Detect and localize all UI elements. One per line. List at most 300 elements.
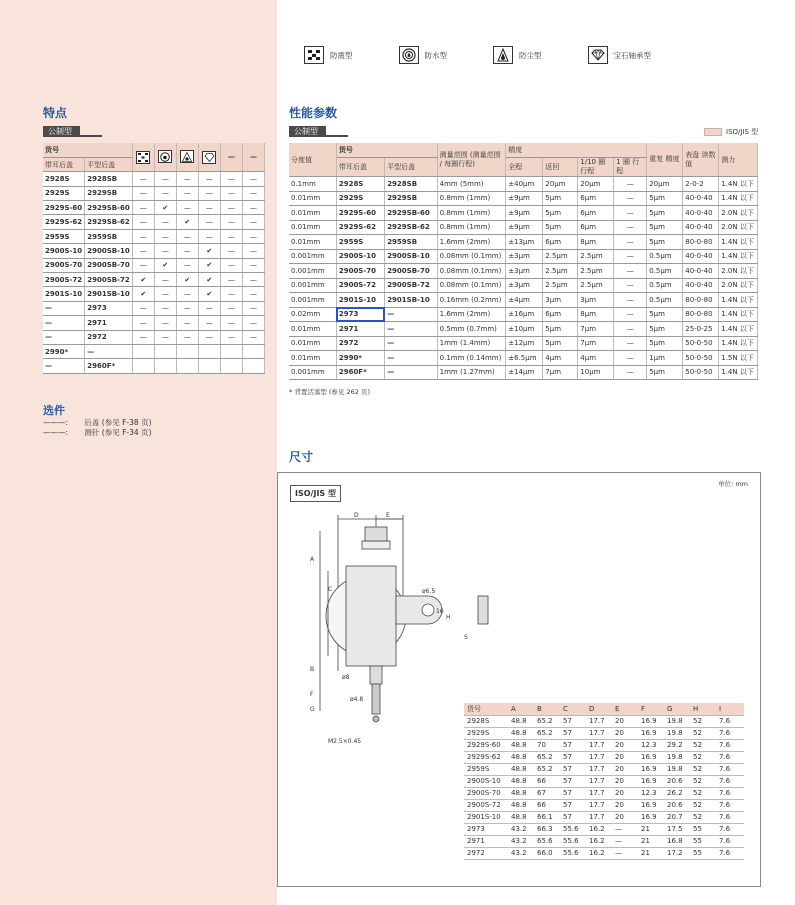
table-cell: ±4μm (506, 293, 543, 308)
header-tenth-rev: 1/10 圈 行程 (578, 158, 614, 177)
table-cell: — (242, 258, 264, 272)
table-cell: — (154, 186, 176, 200)
table-cell: 2-0-2 (683, 177, 719, 192)
table-cell: 19.8 (664, 763, 690, 775)
table-cell: 5μm (647, 322, 683, 337)
table-cell: 1.6mm (2mm) (437, 235, 506, 250)
table-cell: 40-0-40 (683, 249, 719, 264)
table-cell: 16.9 (638, 775, 664, 787)
table-row (464, 715, 744, 727)
table-cell: — (176, 330, 198, 344)
table-cell: — (242, 172, 264, 186)
table-cell: 0.001mm (289, 278, 336, 293)
table-cell: ±40μm (506, 177, 543, 192)
table-cell: 4μm (578, 351, 614, 366)
table-cell: — (612, 835, 638, 847)
shockproof-icon (304, 46, 324, 64)
table-row (464, 763, 744, 775)
table-cell: 21 (638, 835, 664, 847)
table-cell: 16.9 (638, 811, 664, 823)
table-cell: 48.8 (508, 739, 534, 751)
table-row (289, 220, 758, 235)
table-cell: 65.2 (534, 727, 560, 739)
table-cell: — (614, 191, 647, 206)
header-resolution: 分度值 (289, 143, 336, 177)
table-cell: 7.6 (716, 847, 744, 859)
table-cell: ✔ (132, 287, 154, 301)
table-cell: — (43, 330, 85, 344)
table-cell: 0.001mm (289, 249, 336, 264)
table-cell: 16.8 (664, 835, 690, 847)
table-cell: 2973 (85, 301, 133, 315)
table-cell: 5μm (647, 220, 683, 235)
table-cell: 19.8 (664, 727, 690, 739)
table-cell: 2959S (43, 229, 85, 243)
table-row (43, 229, 265, 243)
table-cell: 1.6mm (2mm) (437, 307, 506, 322)
legend-swatch (704, 128, 722, 136)
table-cell: 2929S-60 (336, 206, 384, 221)
table-cell: 0.01mm (289, 206, 336, 221)
table-cell: — (614, 322, 647, 337)
table-cell: 7.6 (716, 787, 744, 799)
table-cell: 2990* (336, 351, 384, 366)
table-row (289, 351, 758, 366)
table-cell: ±13μm (506, 235, 543, 250)
table-cell: — (385, 322, 437, 337)
table-cell: — (198, 330, 220, 344)
table-cell: — (614, 351, 647, 366)
table-cell: 48.8 (508, 763, 534, 775)
table-cell: 40-0-40 (683, 220, 719, 235)
table-cell: 0.5μm (647, 249, 683, 264)
table-row (43, 273, 265, 287)
table-cell: 2928S (464, 715, 508, 727)
table-cell: 2.5μm (578, 264, 614, 279)
dustproof-icon (493, 46, 513, 64)
table-cell: — (132, 201, 154, 215)
drawing-label: 16 (436, 608, 444, 615)
table-cell: 55 (690, 835, 716, 847)
table-cell: 48.8 (508, 727, 534, 739)
table-cell: 55 (690, 847, 716, 859)
table-cell: 16.9 (638, 751, 664, 763)
table-cell: 2900SB-10 (385, 249, 437, 264)
table-cell: ✔ (176, 273, 198, 287)
table-cell: — (132, 244, 154, 258)
table-cell: — (220, 301, 242, 315)
table-cell: 7μm (543, 365, 578, 380)
table-cell: 5μm (647, 336, 683, 351)
table-cell: D (586, 703, 612, 715)
table-cell: — (614, 235, 647, 250)
table-cell: — (176, 172, 198, 186)
drawing-label: H (446, 614, 451, 621)
table-cell: 40-0-40 (683, 206, 719, 221)
table-cell: — (242, 244, 264, 258)
table-row (464, 823, 744, 835)
table-cell: 20 (612, 727, 638, 739)
table-cell: — (614, 365, 647, 380)
table-cell: — (154, 244, 176, 258)
table-cell: 0.1mm (0.14mm) (437, 351, 506, 366)
legend-waterproof (399, 46, 448, 64)
table-cell: 2929S (464, 727, 508, 739)
table-cell: 2900S-70 (43, 258, 85, 272)
table-row (464, 775, 744, 787)
table-cell: 20 (612, 775, 638, 787)
table-cell: 50-0-50 (683, 336, 719, 351)
table-cell: — (385, 307, 437, 322)
header-force: 测力 (719, 143, 758, 177)
header-flat-back: 平型后盖 (385, 158, 437, 177)
table-cell: — (85, 344, 133, 358)
table-cell: 20 (612, 763, 638, 775)
table-cell: 0.16mm (0.2mm) (437, 293, 506, 308)
header-waterproof (154, 143, 176, 172)
table-cell: ✔ (154, 201, 176, 215)
table-cell: — (132, 316, 154, 330)
table-cell: 66 (534, 775, 560, 787)
table-cell: 5μm (647, 235, 683, 250)
table-cell: 48.8 (508, 811, 534, 823)
table-cell: 40-0-40 (683, 278, 719, 293)
table-cell: 2.5μm (578, 249, 614, 264)
table-cell: 52 (690, 715, 716, 727)
table-cell: 2901S-10 (464, 811, 508, 823)
table-cell: ✔ (176, 215, 198, 229)
table-cell: 2929S-62 (43, 215, 85, 229)
table-cell: 2900S-70 (336, 264, 384, 279)
table-cell: 0.1mm (289, 177, 336, 192)
table-cell: 1.4N 以下 (719, 235, 758, 250)
table-cell: 2900S-72 (464, 799, 508, 811)
table-cell: 2.0N 以下 (719, 206, 758, 221)
table-cell: 2.0N 以下 (719, 220, 758, 235)
table-cell: — (198, 316, 220, 330)
table-cell: — (220, 316, 242, 330)
table-cell: 21 (638, 847, 664, 859)
table-cell: 80-0-80 (683, 293, 719, 308)
table-cell: 48.8 (508, 787, 534, 799)
performance-title: 性能参数 (289, 106, 338, 120)
table-cell: 50-0-50 (683, 351, 719, 366)
table-cell: — (154, 273, 176, 287)
table-row (43, 359, 265, 373)
table-cell: 5μm (543, 322, 578, 337)
table-cell: 1mm (1.4mm) (437, 336, 506, 351)
table-cell: 2928SB (385, 177, 437, 192)
table-cell: 6μm (578, 191, 614, 206)
table-cell: — (614, 278, 647, 293)
table-cell: 16.2 (586, 835, 612, 847)
table-cell: ✔ (154, 258, 176, 272)
table-cell: 2929SB-60 (85, 201, 133, 215)
shockproof-icon (136, 151, 150, 164)
table-cell: 2900S-10 (464, 775, 508, 787)
table-row (464, 751, 744, 763)
table-header-row (289, 143, 758, 158)
table-cell: 0.001mm (289, 264, 336, 279)
header-one-rev: 1 圈 行程 (614, 158, 647, 177)
legend-shockproof (304, 46, 353, 64)
table-cell: — (612, 823, 638, 835)
table-cell: — (132, 330, 154, 344)
table-cell: — (614, 307, 647, 322)
table-cell: — (198, 201, 220, 215)
table-cell: — (614, 177, 647, 192)
table-cell: — (385, 336, 437, 351)
table-cell: 0.02mm (289, 307, 336, 322)
table-cell: — (176, 229, 198, 243)
table-cell: — (385, 351, 437, 366)
table-cell: 0.08mm (0.1mm) (437, 264, 506, 279)
table-cell: 52 (690, 811, 716, 823)
table-cell: 12.3 (638, 787, 664, 799)
table-cell: 65.6 (534, 835, 560, 847)
table-cell: 6μm (543, 307, 578, 322)
table-cell: — (132, 301, 154, 315)
table-cell: — (242, 215, 264, 229)
table-cell: 0.08mm (0.1mm) (437, 249, 506, 264)
table-cell: 2971 (336, 322, 384, 337)
table-cell: I (716, 703, 744, 715)
table-cell: 65.2 (534, 751, 560, 763)
drawing-label: D (354, 512, 359, 519)
table-cell: 20 (612, 787, 638, 799)
table-cell: 16.2 (586, 847, 612, 859)
table-cell: — (132, 172, 154, 186)
drawing-label: C (328, 586, 333, 593)
table-row (289, 177, 758, 192)
table-cell: 19.8 (664, 715, 690, 727)
table-cell: 0.08mm (0.1mm) (437, 278, 506, 293)
features-table (43, 143, 265, 374)
table-cell: 6μm (543, 235, 578, 250)
table-cell: 80-0-80 (683, 235, 719, 250)
drawing-label: E (386, 512, 390, 519)
table-cell: 48.8 (508, 799, 534, 811)
list-item: ———: 测针 (参见 F-34 页) (43, 428, 152, 437)
table-cell: 7.6 (716, 811, 744, 823)
table-cell: 5μm (543, 191, 578, 206)
table-cell: 2959SB (385, 235, 437, 250)
table-cell: — (614, 336, 647, 351)
table-cell: 20.6 (664, 775, 690, 787)
table-cell: — (220, 273, 242, 287)
table-cell: 57 (560, 727, 586, 739)
table-cell: 57 (560, 739, 586, 751)
table-cell: 26.2 (664, 787, 690, 799)
table-cell: — (154, 287, 176, 301)
jewel-bearing-icon (202, 151, 216, 164)
table-cell: 57 (560, 775, 586, 787)
table-cell: — (220, 215, 242, 229)
table-row (43, 244, 265, 258)
table-cell: ✔ (198, 258, 220, 272)
icon-legend (304, 46, 697, 64)
table-cell: 2900SB-72 (85, 273, 133, 287)
table-cell: ✔ (132, 273, 154, 287)
table-cell: 2900S-72 (43, 273, 85, 287)
table-cell: 17.7 (586, 727, 612, 739)
table-cell: — (176, 201, 198, 215)
table-cell: 2929SB-60 (385, 206, 437, 221)
table-cell: 65.2 (534, 715, 560, 727)
table-cell: 17.7 (586, 799, 612, 811)
table-cell: — (132, 186, 154, 200)
table-cell: 6μm (578, 206, 614, 221)
table-cell: 21 (638, 823, 664, 835)
table-cell: 5μm (543, 336, 578, 351)
table-cell: 0.01mm (289, 322, 336, 337)
table-cell: 2900S-10 (43, 244, 85, 258)
features-badge (43, 126, 102, 137)
table-cell: 5μm (647, 365, 683, 380)
table-row (289, 293, 758, 308)
legend-label: 防震型 (330, 50, 353, 60)
table-cell: 2929S-60 (464, 739, 508, 751)
table-cell: 0.5μm (647, 264, 683, 279)
table-cell: — (614, 264, 647, 279)
table-cell: — (176, 316, 198, 330)
table-cell: — (176, 244, 198, 258)
table-cell: 2990* (43, 344, 85, 358)
table-cell: 48.8 (508, 775, 534, 787)
table-cell: 4mm (5mm) (437, 177, 506, 192)
table-cell: 43.2 (508, 835, 534, 847)
table-cell: 7.6 (716, 775, 744, 787)
table-cell: 4μm (543, 351, 578, 366)
table-row (464, 835, 744, 847)
table-cell: — (614, 220, 647, 235)
table-cell: ±3μm (506, 278, 543, 293)
drawing-label: A (310, 556, 315, 563)
table-cell: 2929SB-62 (85, 215, 133, 229)
table-cell: 3μm (578, 293, 614, 308)
footnote: * 背置活塞型 (参见 262 页) (289, 388, 370, 396)
table-cell: 5μm (543, 206, 578, 221)
table-cell: 67 (534, 787, 560, 799)
table-cell: 0.5mm (0.7mm) (437, 322, 506, 337)
features-title: 特点 (43, 106, 68, 120)
table-cell: 17.7 (586, 787, 612, 799)
table-cell: 17.7 (586, 811, 612, 823)
table-cell: 2.0N 以下 (719, 264, 758, 279)
table-cell: 20μm (543, 177, 578, 192)
table-cell: 2.0N 以下 (719, 278, 758, 293)
jewel-bearing-icon (588, 46, 608, 64)
table-cell: 50-0-50 (683, 365, 719, 380)
table-cell: 0.5μm (647, 278, 683, 293)
table-row (43, 258, 265, 272)
iso-jis-legend (704, 127, 758, 137)
table-cell (132, 344, 154, 358)
table-cell: — (220, 330, 242, 344)
table-cell: 1.4N 以下 (719, 307, 758, 322)
table-cell: 2972 (464, 847, 508, 859)
table-cell: ±9μm (506, 191, 543, 206)
table-cell: 2.5μm (578, 278, 614, 293)
table-cell: — (198, 215, 220, 229)
options-list (43, 418, 152, 438)
table-cell: ✔ (198, 244, 220, 258)
table-cell: 1.4N 以下 (719, 249, 758, 264)
table-cell: 57 (560, 811, 586, 823)
table-cell: 2.5μm (543, 278, 578, 293)
table-row (43, 287, 265, 301)
table-cell: — (176, 186, 198, 200)
table-cell: 2900S-10 (336, 249, 384, 264)
table-cell: 0.8mm (1mm) (437, 206, 506, 221)
table-cell: — (198, 186, 220, 200)
table-cell: 20 (612, 751, 638, 763)
table-row (43, 330, 265, 344)
drawing-label: ø6.5 (422, 588, 436, 595)
table-cell: — (154, 330, 176, 344)
table-cell: 3μm (543, 293, 578, 308)
table-cell: 20 (612, 715, 638, 727)
table-cell: 0.001mm (289, 293, 336, 308)
table-cell: 7.6 (716, 799, 744, 811)
table-row (289, 322, 758, 337)
table-cell: 40-0-40 (683, 264, 719, 279)
dimensions-panel (277, 472, 761, 887)
table-cell: — (385, 365, 437, 380)
table-cell (198, 359, 220, 373)
table-cell: 2929S-60 (43, 201, 85, 215)
table-cell: 17.7 (586, 751, 612, 763)
table-cell: ±9μm (506, 206, 543, 221)
table-cell: 5μm (647, 307, 683, 322)
table-cell: ±6.5μm (506, 351, 543, 366)
table-cell: 48.8 (508, 715, 534, 727)
table-cell: — (242, 287, 264, 301)
table-cell: — (220, 244, 242, 258)
table-row (289, 191, 758, 206)
header-jewel-bearing (198, 143, 220, 172)
table-row (464, 799, 744, 811)
table-cell: 16.9 (638, 715, 664, 727)
header-accuracy: 精度 (506, 143, 647, 158)
table-cell: — (176, 258, 198, 272)
table-cell: A (508, 703, 534, 715)
table-cell: 0.8mm (1mm) (437, 220, 506, 235)
drawing-label: S (464, 634, 468, 641)
dustproof-icon (180, 150, 194, 163)
table-cell: — (242, 330, 264, 344)
table-header-row (464, 703, 744, 715)
table-row (289, 307, 758, 322)
header-range: 测量范围 (测量范围 / 每圈行程) (437, 143, 506, 177)
table-cell: 57 (560, 799, 586, 811)
table-cell: 0.5μm (647, 293, 683, 308)
table-cell: 66 (534, 799, 560, 811)
table-cell: 2959SB (85, 229, 133, 243)
table-cell: ±3μm (506, 249, 543, 264)
table-cell: 2929S (43, 186, 85, 200)
table-cell: — (176, 301, 198, 315)
table-cell: 2901SB-10 (385, 293, 437, 308)
table-cell: — (132, 215, 154, 229)
table-cell: — (198, 172, 220, 186)
table-cell (154, 359, 176, 373)
table-cell: — (154, 316, 176, 330)
header-flat-back: 平型后盖 (85, 157, 133, 171)
table-cell: 0.01mm (289, 336, 336, 351)
dimensions-title: 尺寸 (289, 450, 314, 464)
table-cell: 2929S-62 (464, 751, 508, 763)
